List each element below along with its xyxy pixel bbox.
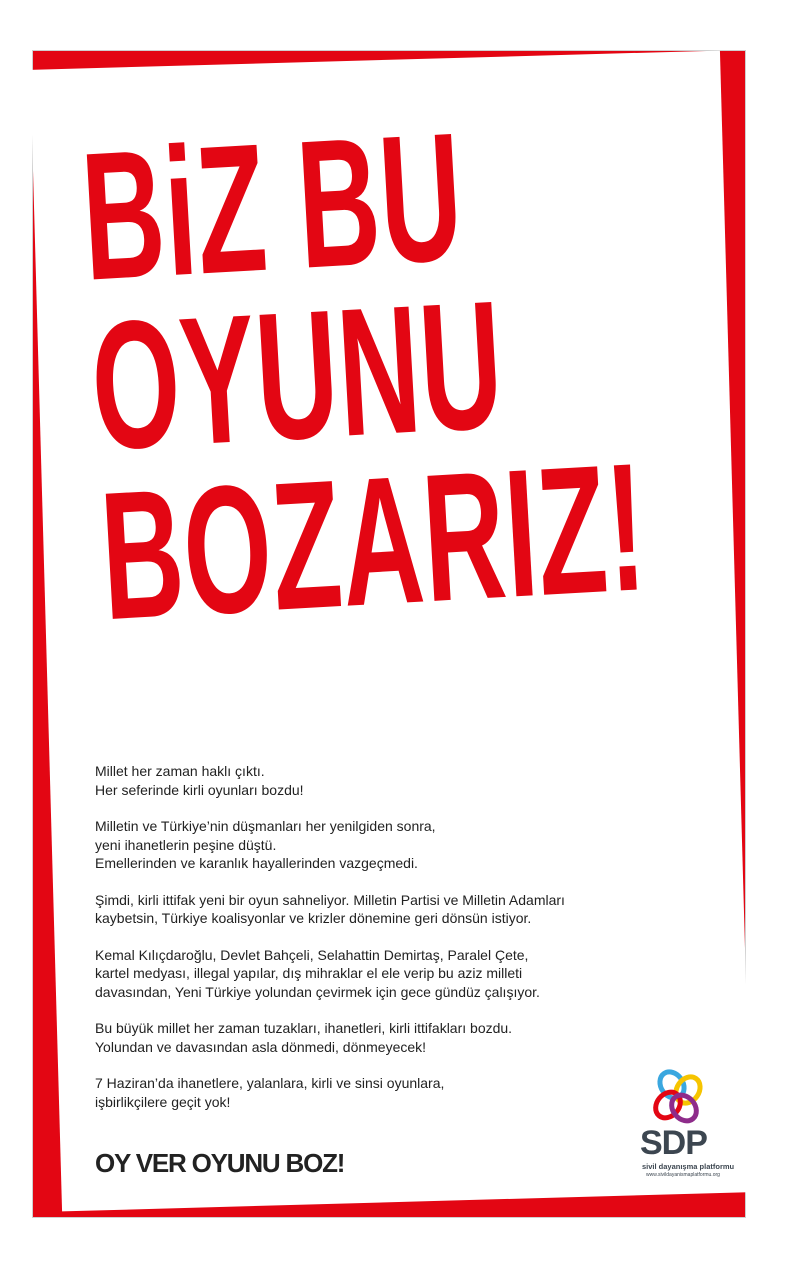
- headline-line-3: BOZARIZ!: [96, 424, 651, 659]
- headline-line-1: BiZ BU: [77, 93, 468, 319]
- logo-url: www.sivildayanismaplatformu.org: [646, 1172, 720, 1178]
- paragraph-line: Milletin ve Türkiye’nin düşmanları her yenilgiden sonra,: [95, 818, 436, 834]
- paragraph-line: kaybetsin, Türkiye koalisyonlar ve krizler dönemine geri dönsün istiyor.: [95, 910, 532, 926]
- headline-line-2: OYUNU: [86, 261, 508, 489]
- interlocking-rings-icon: [646, 1068, 710, 1126]
- paragraph-line: Şimdi, kirli ittifak yeni bir oyun sahneliyor. Milletin Partisi ve Milletin Adamları: [95, 891, 565, 908]
- logo-subtitle: sivil dayanışma platformu: [642, 1162, 735, 1171]
- paragraph-line: 7 Haziran’da ihanetlere, yalanlara, kirli ve sinsi oyunlara,: [95, 1075, 445, 1091]
- paragraph-2: [95, 817, 565, 873]
- sdp-logo: [636, 1068, 736, 1188]
- paragraph-line: Kemal Kılıçdaroğlu, Devlet Bahçeli, Selahattin Demirtaş, Paralel Çete,: [95, 946, 529, 963]
- paragraph-3: [95, 891, 565, 928]
- paragraph-1: [95, 762, 565, 799]
- paragraph-line: işbirlikçilere geçit yok!: [95, 1093, 231, 1110]
- paragraph-line: Bu büyük millet her zaman tuzakları, ihanetleri, kirli ittifakları bozdu.: [95, 1020, 513, 1036]
- slogan: OY VER OYUNU BOZ!: [95, 1148, 345, 1178]
- paragraph-line: Millet her zaman haklı çıktı.: [95, 763, 265, 779]
- paragraph-4: [95, 946, 565, 1002]
- paragraph-line: Emellerinden ve karanlık hayallerinden vazgeçmedi.: [95, 855, 418, 871]
- paragraph-line: Her seferinde kirli oyunları bozdu!: [95, 781, 304, 798]
- paragraph-6: [95, 1074, 565, 1111]
- headline: [77, 93, 745, 659]
- paragraph-line: Yolundan ve davasından asla dönmedi, dönmeyecek!: [95, 1038, 427, 1055]
- paragraph-line: davasından, Yeni Türkiye yolundan çevirmek için gece gündüz çalışıyor.: [95, 983, 540, 1000]
- paragraph-line: yeni ihanetlerin peşine düştü.: [95, 836, 277, 853]
- paragraph-line: kartel medyası, illegal yapılar, dış mihraklar el ele verip bu aziz milleti: [95, 965, 523, 981]
- paragraph-5: [95, 1019, 565, 1056]
- logo-wordmark: SDP: [640, 1124, 707, 1162]
- logo-ring-yellow: [671, 1072, 705, 1108]
- body-text: [95, 762, 565, 1129]
